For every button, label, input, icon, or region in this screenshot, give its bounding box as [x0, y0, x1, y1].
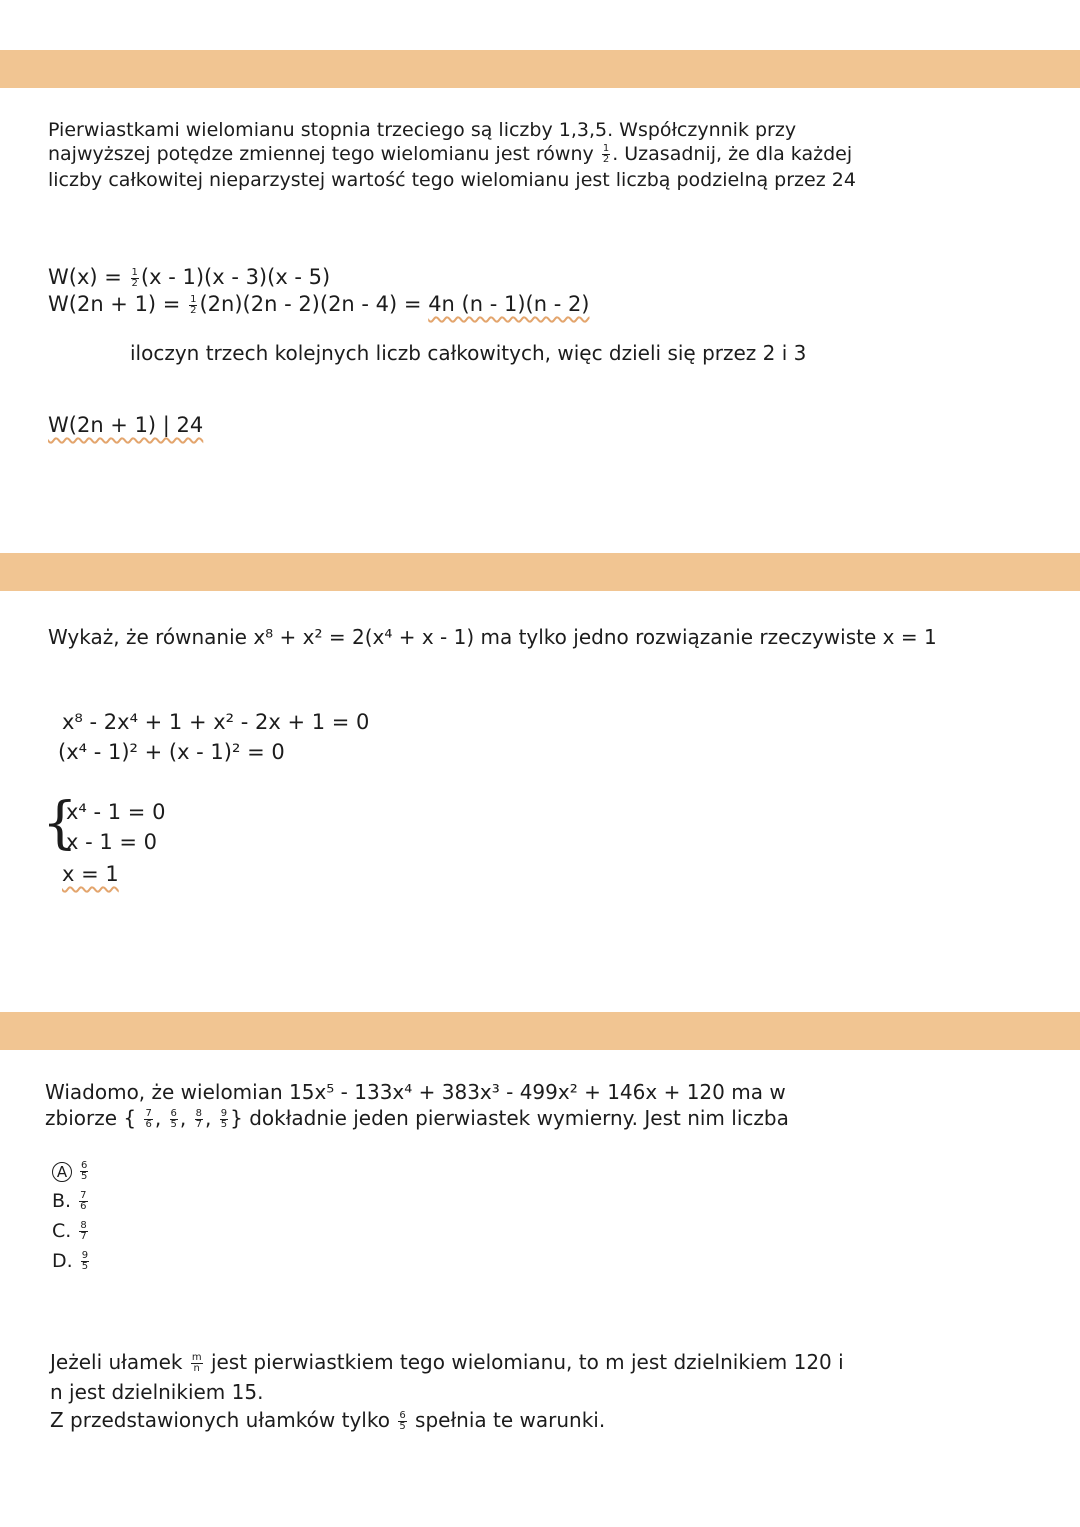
task3-question-line-1: Wiadomo, że wielomian 15x⁵ - 133x⁴ + 383x³ - 499x² + 146x + 120 ma w — [45, 1080, 786, 1104]
task1-step-2-result: 4n (n - 1)(n - 2) — [428, 292, 590, 316]
answer-option-b: B. $\frac{7}{6}$ — [52, 1190, 87, 1212]
fraction-six-fifths: $\frac{6}{5}$ — [399, 1410, 406, 1432]
task1-question-line-1: Pierwiastkami wielomianu stopnia trzeciego są liczby 1,3,5. Współczynnik przy — [48, 119, 797, 141]
task2-line-2: (x⁴ - 1)² + (x - 1)² = 0 — [58, 740, 285, 764]
task2-line-3: x⁴ - 1 = 0 — [66, 800, 166, 824]
section-band-1 — [0, 50, 1080, 88]
task2-line-5: x = 1 — [62, 862, 119, 886]
task3-answer-line-2: n jest dzielnikiem 15. — [50, 1380, 264, 1404]
selected-answer-circle: A — [52, 1162, 72, 1182]
section-band-2 — [0, 553, 1080, 591]
task1-question-line-2b: . Uzasadnij, że dla każdej — [612, 143, 853, 165]
fraction-m-n: $\frac{m}{n}$ — [191, 1352, 202, 1374]
option-fraction: $\frac{8}{7}$ — [80, 1220, 87, 1242]
option-fraction: $\frac{7}{6}$ — [80, 1190, 87, 1212]
set-fraction: $\frac{6}{5}$ — [170, 1108, 177, 1130]
section-band-3 — [0, 1012, 1080, 1050]
task1-step2-fraction: $\frac{1}{2}$ — [190, 293, 197, 316]
task2-question: Wykaż, że równanie x⁸ + x² = 2(x⁴ + x - 1) ma tylko jedno rozwiązanie rzeczywiste x = 1 — [48, 625, 937, 649]
task1-question-line-2a: najwyższej potędze zmiennej tego wielomianu jest równy — [48, 143, 594, 165]
task1-step-3: iloczyn trzech kolejnych liczb całkowitych, więc dzieli się przez 2 i 3 — [130, 341, 807, 365]
task1-conclusion: W(2n + 1) | 24 — [48, 413, 204, 437]
option-fraction: $\frac{9}{5}$ — [81, 1250, 89, 1272]
task1-step-1: W(x) = $\frac{1}{2}$ (x - 1)(x - 3)(x - 5) — [48, 265, 331, 289]
task2-line-4: x - 1 = 0 — [66, 830, 158, 854]
system-brace: { — [42, 791, 78, 856]
task1-question-line-3: liczby całkowitej nieparzystej wartość tego wielomianu jest liczbą podzielną przez 24 — [48, 169, 856, 191]
task3-answer-line-1: Jeżeli ułamek $\frac{m}{n}$ jest pierwiastkiem tego wielomianu, to m jest dzielnikiem 120 i — [50, 1350, 844, 1374]
task1-fraction-half: $\frac{1}{2}$ — [602, 143, 610, 165]
set-fraction: $\frac{8}{7}$ — [195, 1108, 203, 1130]
task1-question-line-2 — [48, 144, 852, 165]
task1-step-2: W(2n + 1) = $\frac{1}{2}$ (2n)(2n - 2)(2n - 4) = 4n (n - 1)(n - 2) — [48, 292, 590, 316]
task1-step1-fraction: $\frac{1}{2}$ — [131, 266, 138, 289]
set-fraction: $\frac{7}{6}$ — [145, 1108, 152, 1130]
task2-line-1: x⁸ - 2x⁴ + 1 + x² - 2x + 1 = 0 — [62, 710, 370, 734]
set-fraction: $\frac{9}{5}$ — [220, 1108, 228, 1130]
option-fraction: $\frac{6}{5}$ — [81, 1160, 88, 1182]
task3-question-line-2: zbiorze { $\frac{7}{6}$ , $\frac{6}{5}$ , $\frac{8}{7}$ , $\frac{9}{5}$ } dokładnie jeden pierwiastek wymierny. Jest nim liczba — [45, 1106, 789, 1130]
task3-answer-line-3: Z przedstawionych ułamków tylko $\frac{6}{5}$ spełnia te warunki. — [50, 1408, 606, 1432]
answer-option-c: C. $\frac{8}{7}$ — [52, 1220, 87, 1242]
answer-option-d: D. $\frac{9}{5}$ — [52, 1250, 89, 1272]
answer-option-a — [52, 1160, 90, 1182]
